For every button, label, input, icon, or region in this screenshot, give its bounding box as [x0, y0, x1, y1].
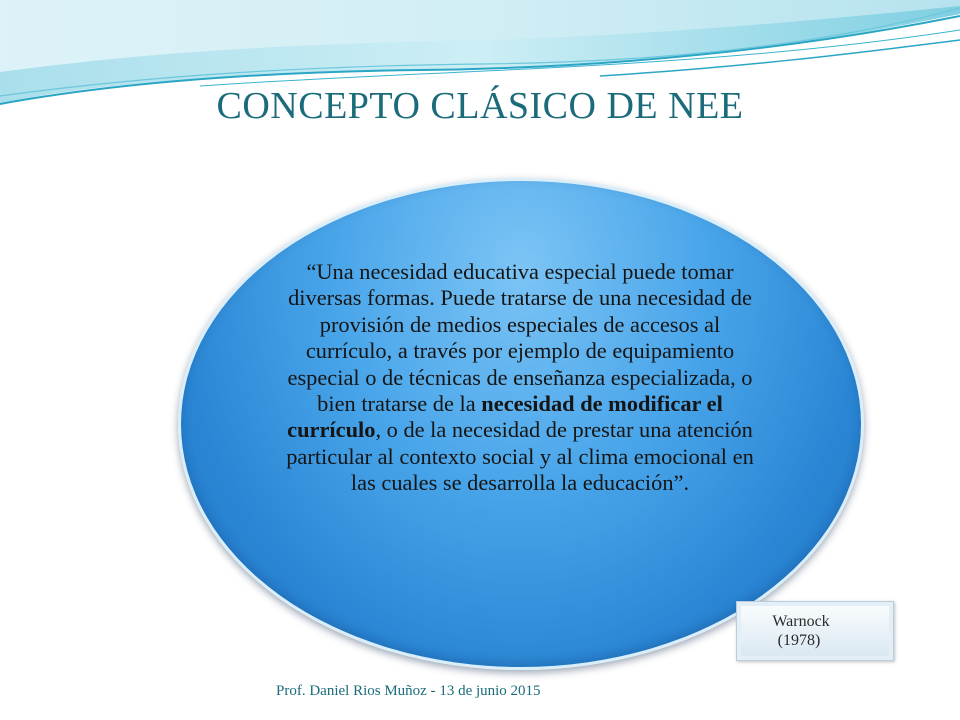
quote-text — [282, 259, 758, 497]
quote-text-part2: , o de la necesidad de prestar una atención particular al contexto social y al clima emocional en las cuales se desarrolla la educación”. — [286, 417, 754, 496]
citation-year: (1978) — [777, 632, 821, 649]
citation-box — [736, 601, 894, 661]
citation-author: Warnock — [772, 613, 830, 630]
slide-title: CONCEPTO CLÁSICO DE NEE — [216, 85, 744, 127]
quote-text-bold: necesidad de modificar el currículo — [287, 391, 723, 443]
slide-footer: Prof. Daniel Rios Muñoz - 13 de junio 2015 — [276, 683, 541, 699]
quote-text-part1: “Una necesidad educativa especial puede tomar diversas formas. Puede tratarse de una necesidad de provisión de medios especiales de accesos al currículo, a través por ejemplo de equipamiento especial o de técnicas de enseñanza especializada, o bien tratarse de la — [287, 259, 753, 417]
